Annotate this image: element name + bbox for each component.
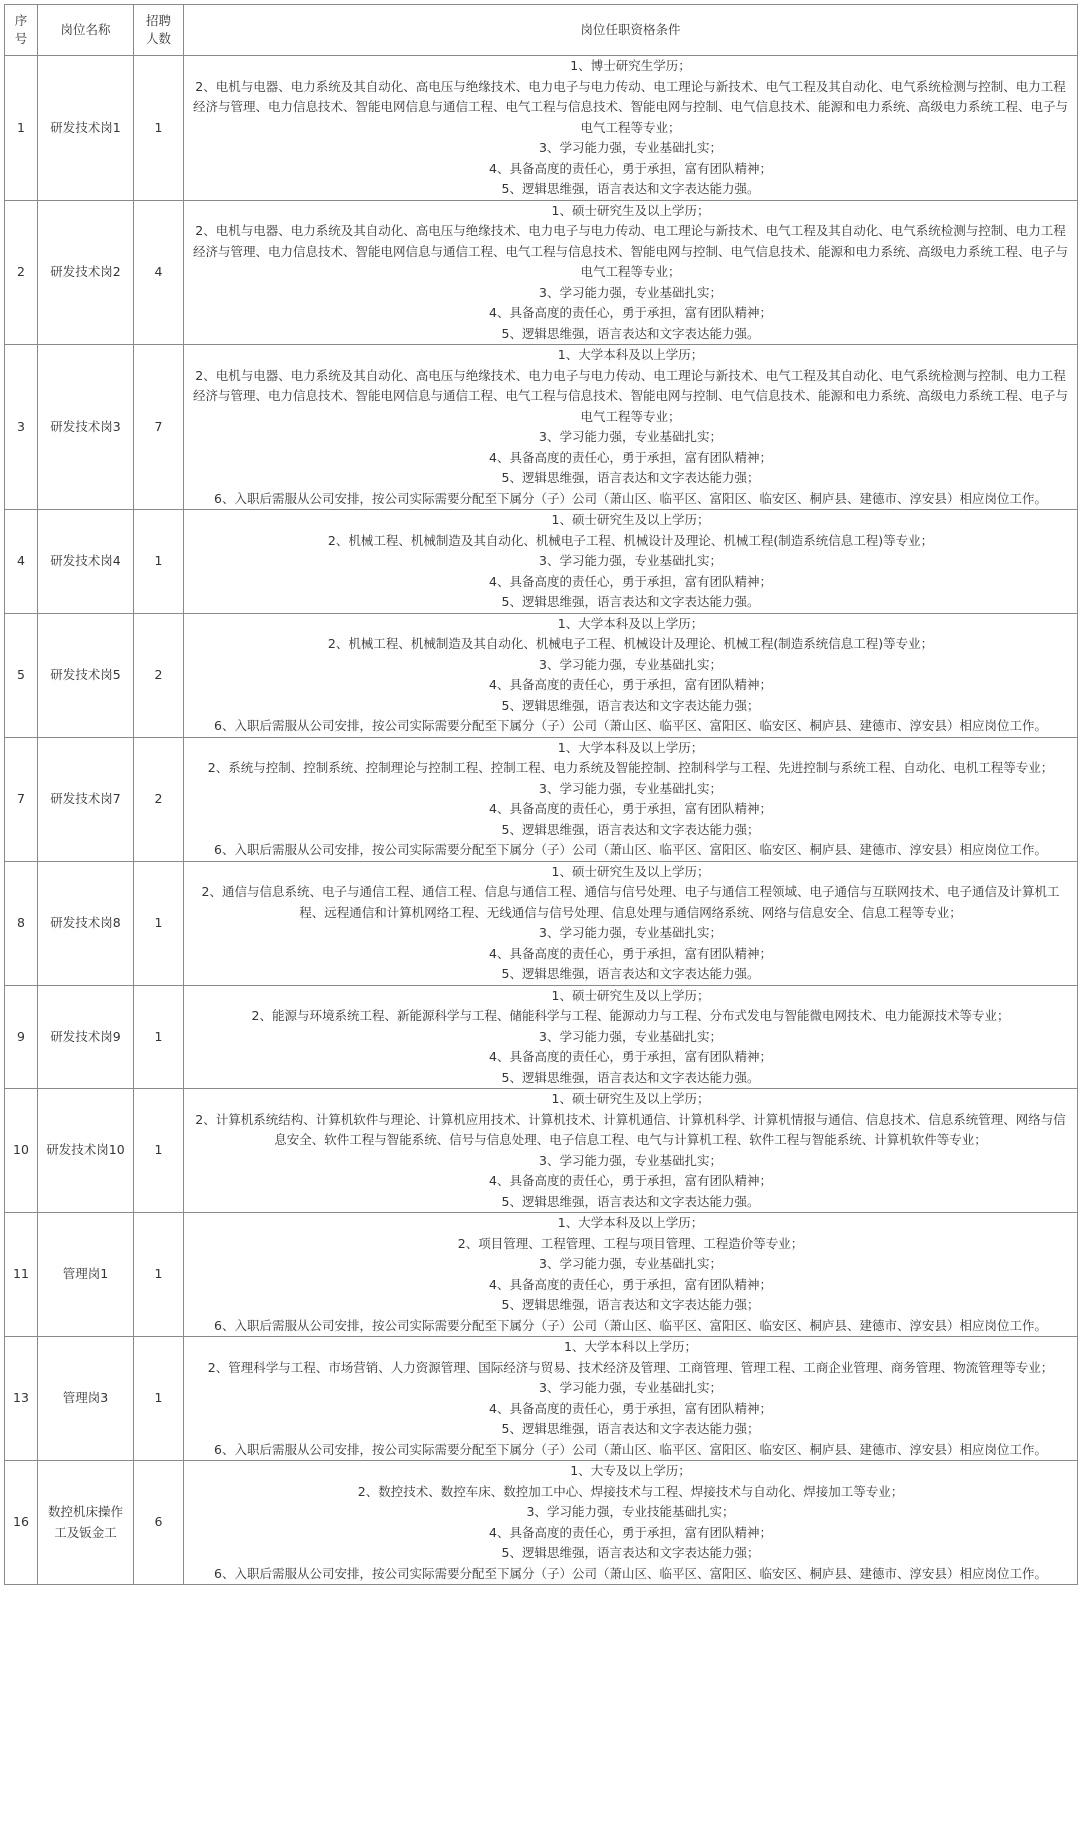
table-row: [5, 1461, 1078, 1585]
qualification-line: 2、机械工程、机械制造及其自动化、机械电子工程、机械设计及理论、机械工程(制造系统信息工程)等专业；: [327, 636, 934, 651]
qualification-line: 4、具备高度的责任心，勇于承担，富有团队精神；: [489, 945, 772, 961]
row-qualifications: [184, 613, 1078, 737]
row-headcount: 6: [134, 1461, 184, 1585]
qualification-line: 4、具备高度的责任心，勇于承担，富有团队精神；: [489, 677, 772, 692]
qualification-line: 5、逻辑思维强，语言表达和文字表达能力强；: [501, 1297, 760, 1312]
qualification-line: 2、能源与环境系统工程、新能源科学与工程、储能科学与工程、能源动力与工程、分布式发电与智能微电网技术、电力能源技术等专业；: [251, 1008, 1010, 1023]
row-no: 7: [5, 737, 38, 861]
header-headcount: 招聘人数: [134, 5, 184, 56]
qualification-line: 3、学习能力强，专业基础扎实；: [539, 656, 722, 672]
table-row: [5, 1213, 1078, 1337]
table-row: [5, 861, 1078, 985]
row-qualifications: [184, 1337, 1078, 1461]
qualification-line: 2、机械工程、机械制造及其自动化、机械电子工程、机械设计及理论、机械工程(制造系统信息工程)等专业；: [327, 532, 934, 548]
qualification-line: 5、逻辑思维强，语言表达和文字表达能力强；: [501, 470, 760, 485]
qualification-line: 1、大学本科及以上学历；: [557, 739, 704, 755]
table-row: [5, 345, 1078, 510]
row-qualifications: [184, 200, 1078, 345]
qualification-line: 2、数控技术、数控车床、数控加工中心、焊接技术与工程、焊接技术与自动化、焊接加工等专业；: [357, 1483, 904, 1499]
row-no: 16: [5, 1461, 38, 1585]
row-headcount: 1: [134, 985, 184, 1089]
qualification-line: 4、具备高度的责任心，勇于承担，富有团队精神；: [489, 305, 772, 320]
qualification-line: 1、大学本科及以上学历；: [557, 347, 704, 362]
row-headcount: 1: [134, 56, 184, 201]
row-headcount: 4: [134, 200, 184, 345]
qualification-line: 2、系统与控制、控制系统、控制理论与控制工程、控制工程、电力系统及智能控制、控制科学与工程、先进控制与系统工程、自动化、电机工程等专业；: [207, 760, 1054, 775]
qualification-line: 6、入职后需服从公司安排，按公司实际需要分配至下属分（子）公司（萧山区、临平区、富阳区、临安区、桐庐县、建德市、淳安县）相应岗位工作。: [214, 842, 1047, 857]
qualification-line: 3、学习能力强，专业基础扎实；: [539, 1256, 722, 1271]
qualification-line: 6、入职后需服从公司安排，按公司实际需要分配至下属分（子）公司（萧山区、临平区、富阳区、临安区、桐庐县、建德市、淳安县）相应岗位工作。: [214, 718, 1047, 733]
qualification-line: 3、学习能力强，专业基础扎实；: [539, 140, 722, 155]
row-no: 4: [5, 510, 38, 614]
qualification-line: 3、学习能力强，专业基础扎实；: [539, 284, 722, 300]
qualification-line: 4、具备高度的责任心，勇于承担，富有团队精神；: [489, 449, 772, 465]
table-body: [5, 56, 1078, 1585]
qualification-line: 1、硕士研究生及以上学历；: [551, 987, 710, 1003]
qualification-line: 2、通信与信息系统、电子与通信工程、通信工程、信息与通信工程、通信与信号处理、电子与通信工程领域、电子通信与互联网技术、电子通信及计算机工程、远程通信和计算机网络工程、无线通信与信号处理、信息处理与通信网络系统、网络与信息安全、信息工程等专业；: [201, 884, 1060, 920]
row-no: 10: [5, 1089, 38, 1213]
qualification-line: 1、硕士研究生及以上学历；: [551, 1091, 710, 1106]
recruitment-table: [4, 4, 1078, 1585]
qualification-line: 3、学习能力强，专业基础扎实；: [539, 1152, 722, 1168]
qualification-line: 2、管理科学与工程、市场营销、人力资源管理、国际经济与贸易、技术经济及管理、工商管理、管理工程、工商企业管理、商务管理、物流管理等专业；: [207, 1359, 1054, 1375]
qualification-line: 2、计算机系统结构、计算机软件与理论、计算机应用技术、计算机技术、计算机通信、计算机科学、计算机情报与通信、信息技术、信息系统管理、网络与信息安全、软件工程与智能系统、信号与信息处理、电子信息工程、电气与计算机工程、软件工程与智能系统、计算机软件等专业；: [195, 1111, 1066, 1147]
qualification-line: 4、具备高度的责任心，勇于承担，富有团队精神；: [489, 1276, 772, 1292]
row-headcount: 1: [134, 1213, 184, 1337]
row-headcount: 2: [134, 613, 184, 737]
row-position-name: 管理岗3: [38, 1337, 134, 1461]
qualification-line: 3、学习能力强，专业基础扎实；: [539, 553, 722, 568]
row-position-name: 研发技术岗7: [38, 737, 134, 861]
row-position-name: 研发技术岗9: [38, 985, 134, 1089]
table-row: [5, 613, 1078, 737]
qualification-line: 4、具备高度的责任心，勇于承担，富有团队精神；: [489, 1049, 772, 1064]
qualification-line: 3、学习能力强，专业基础扎实；: [539, 429, 722, 444]
table-row: [5, 200, 1078, 345]
row-position-name: 研发技术岗3: [38, 345, 134, 510]
row-qualifications: [184, 861, 1078, 985]
qualification-line: 6、入职后需服从公司安排，按公司实际需要分配至下属分（子）公司（萧山区、临平区、富阳区、临安区、桐庐县、建德市、淳安县）相应岗位工作。: [214, 1441, 1047, 1457]
qualification-line: 4、具备高度的责任心，勇于承担，富有团队精神；: [489, 1400, 772, 1416]
row-qualifications: [184, 345, 1078, 510]
row-position-name: 管理岗1: [38, 1213, 134, 1337]
row-qualifications: [184, 737, 1078, 861]
qualification-line: 5、逻辑思维强，语言表达和文字表达能力强。: [501, 1069, 760, 1085]
row-qualifications: [184, 510, 1078, 614]
qualification-line: 3、学习能力强，专业基础扎实；: [539, 925, 722, 940]
qualification-line: 1、大学本科及以上学历；: [557, 1215, 704, 1230]
table-row: [5, 510, 1078, 614]
qualification-line: 1、硕士研究生及以上学历；: [551, 512, 710, 527]
qualification-line: 4、具备高度的责任心，勇于承担，富有团队精神；: [489, 160, 772, 176]
row-position-name: 研发技术岗1: [38, 56, 134, 201]
header-qualifications: 岗位任职资格条件: [184, 5, 1078, 56]
qualification-line: 3、学习能力强，专业基础扎实；: [539, 1380, 722, 1395]
qualification-line: 4、具备高度的责任心，勇于承担，富有团队精神；: [489, 1524, 772, 1540]
row-headcount: 2: [134, 737, 184, 861]
qualification-line: 4、具备高度的责任心，勇于承担，富有团队精神；: [489, 801, 772, 816]
row-no: 13: [5, 1337, 38, 1461]
row-qualifications: [184, 1213, 1078, 1337]
qualification-line: 6、入职后需服从公司安排，按公司实际需要分配至下属分（子）公司（萧山区、临平区、富阳区、临安区、桐庐县、建德市、淳安县）相应岗位工作。: [214, 490, 1047, 506]
qualification-line: 2、项目管理、工程管理、工程与项目管理、工程造价等专业；: [457, 1235, 804, 1251]
qualification-line: 3、学习能力强，专业基础扎实；: [539, 1028, 722, 1044]
qualification-line: 4、具备高度的责任心，勇于承担，富有团队精神；: [489, 573, 772, 589]
row-no: 1: [5, 56, 38, 201]
table-row: [5, 1089, 1078, 1213]
row-position-name: 研发技术岗8: [38, 861, 134, 985]
header-no: 序号: [5, 5, 38, 56]
qualification-line: 2、电机与电器、电力系统及其自动化、高电压与绝缘技术、电力电子与电力传动、电工理论与新技术、电气工程及其自动化、电气系统检测与控制、电力工程经济与管理、电力信息技术、智能电网信息与通信工程、电气工程与信息技术、智能电网与控制、电气信息技术、能源和电力系统、高级电力系统工程、电子与电气工程等专业；: [192, 78, 1068, 135]
row-position-name: 数控机床操作工及钣金工: [38, 1461, 134, 1585]
qualification-line: 5、逻辑思维强，语言表达和文字表达能力强。: [501, 181, 760, 196]
qualification-line: 2、电机与电器、电力系统及其自动化、高电压与绝缘技术、电力电子与电力传动、电工理论与新技术、电气工程及其自动化、电气系统检测与控制、电力工程经济与管理、电力信息技术、智能电网信息与通信工程、电气工程与信息技术、智能电网与控制、电气信息技术、能源和电力系统、高级电力系统工程、电子与电气工程等专业；: [192, 367, 1068, 424]
row-position-name: 研发技术岗2: [38, 200, 134, 345]
row-qualifications: [184, 985, 1078, 1089]
qualification-line: 6、入职后需服从公司安排，按公司实际需要分配至下属分（子）公司（萧山区、临平区、富阳区、临安区、桐庐县、建德市、淳安县）相应岗位工作。: [214, 1565, 1047, 1581]
qualification-line: 1、硕士研究生及以上学历；: [551, 863, 710, 879]
qualification-line: 5、逻辑思维强，语言表达和文字表达能力强；: [501, 821, 760, 837]
row-headcount: 1: [134, 1337, 184, 1461]
qualification-line: 4、具备高度的责任心，勇于承担，富有团队精神；: [489, 1173, 772, 1188]
table-row: [5, 1337, 1078, 1461]
qualification-line: 5、逻辑思维强，语言表达和文字表达能力强。: [501, 325, 760, 341]
row-position-name: 研发技术岗4: [38, 510, 134, 614]
qualification-line: 5、逻辑思维强，语言表达和文字表达能力强；: [501, 1421, 760, 1436]
qualification-line: 5、逻辑思维强，语言表达和文字表达能力强。: [501, 1193, 760, 1209]
row-headcount: 7: [134, 345, 184, 510]
qualification-line: 5、逻辑思维强，语言表达和文字表达能力强；: [501, 1545, 760, 1560]
row-headcount: 1: [134, 861, 184, 985]
table-row: [5, 985, 1078, 1089]
row-headcount: 1: [134, 1089, 184, 1213]
row-qualifications: [184, 1461, 1078, 1585]
row-position-name: 研发技术岗5: [38, 613, 134, 737]
row-position-name: 研发技术岗10: [38, 1089, 134, 1213]
row-no: 2: [5, 200, 38, 345]
table-row: [5, 737, 1078, 861]
recruitment-table-wrapper: [4, 4, 1078, 1585]
row-qualifications: [184, 1089, 1078, 1213]
row-headcount: 1: [134, 510, 184, 614]
qualification-line: 3、学习能力强，专业技能基础扎实；: [526, 1504, 735, 1519]
qualification-line: 3、学习能力强，专业基础扎实；: [539, 780, 722, 796]
qualification-line: 1、大学本科以上学历；: [564, 1339, 697, 1354]
row-no: 9: [5, 985, 38, 1089]
header-row: [5, 5, 1078, 56]
table-row: [5, 56, 1078, 201]
qualification-line: 5、逻辑思维强，语言表达和文字表达能力强。: [501, 966, 760, 981]
row-no: 11: [5, 1213, 38, 1337]
row-qualifications: [184, 56, 1078, 201]
qualification-line: 1、硕士研究生及以上学历；: [551, 202, 710, 218]
qualification-line: 6、入职后需服从公司安排，按公司实际需要分配至下属分（子）公司（萧山区、临平区、富阳区、临安区、桐庐县、建德市、淳安县）相应岗位工作。: [214, 1317, 1047, 1333]
header-position-name: 岗位名称: [38, 5, 134, 56]
qualification-line: 5、逻辑思维强，语言表达和文字表达能力强；: [501, 697, 760, 713]
row-no: 8: [5, 861, 38, 985]
qualification-line: 2、电机与电器、电力系统及其自动化、高电压与绝缘技术、电力电子与电力传动、电工理论与新技术、电气工程及其自动化、电气系统检测与控制、电力工程经济与管理、电力信息技术、智能电网信息与通信工程、电气工程与信息技术、智能电网与控制、电气信息技术、能源和电力系统、高级电力系统工程、电子与电气工程等专业；: [192, 223, 1068, 279]
qualification-line: 1、大专及以上学历；: [570, 1463, 691, 1478]
qualification-line: 5、逻辑思维强，语言表达和文字表达能力强。: [501, 594, 760, 609]
row-no: 5: [5, 613, 38, 737]
qualification-line: 1、博士研究生学历；: [570, 58, 691, 73]
qualification-line: 1、大学本科及以上学历；: [557, 615, 704, 631]
row-no: 3: [5, 345, 38, 510]
